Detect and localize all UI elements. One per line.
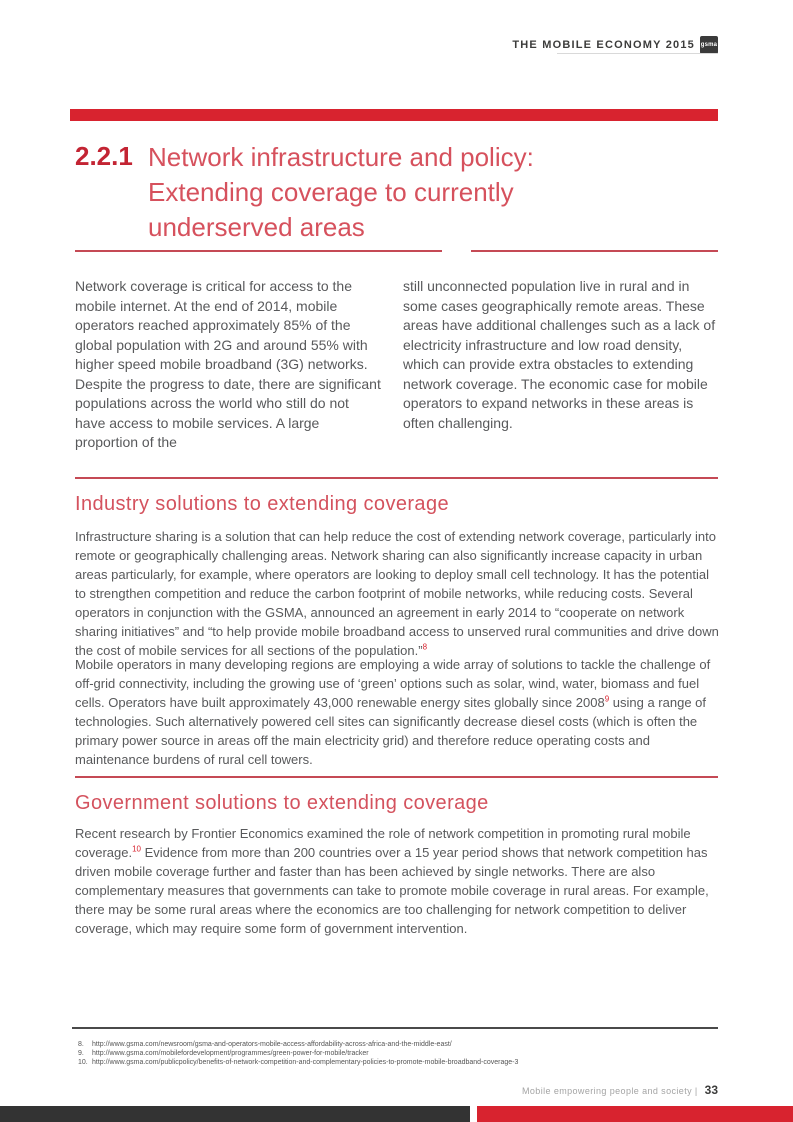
industry-paragraph-2-part1: Mobile operators in many developing regions are employing a wide array of solutions to tackle the challenge of off-grid connectivity, including the growing use of ‘green’ options such as solar, wind, water, biomass and fuel cells. Operators have built approximately 43,000 renewable energy sites globally since 2008 [75,657,711,710]
footer-page-number: 33 [704,1083,718,1097]
footnotes-list [78,1040,718,1067]
industry-paragraph-2 [75,655,723,769]
government-section-divider [75,776,718,778]
footnote-number: 8. [78,1041,84,1048]
footnote-item-10 [78,1058,718,1067]
footer-chapter-text: Mobile empowering people and society | [522,1086,698,1096]
section-title [148,140,534,245]
industry-paragraph-2-part2: using a range of technologies. Such alternatively powered cell sites can significantly decrease diesel costs (which is often the primary power source in areas off the main electricity grid) and therefore reduce operating costs and maintenance burdens of rural cell towers. [75,695,707,767]
footnotes-divider [72,1027,718,1029]
footnote-number: 10. [78,1059,88,1066]
section-title-line2: Extending coverage to currently [148,177,514,207]
header-divider [557,53,718,54]
gsma-logo-icon [700,36,718,54]
section-number: 2.2.1 [75,141,133,171]
footnote-item-9 [78,1049,718,1058]
report-header-title: THE MOBILE ECONOMY 2015 [512,39,695,51]
title-divider-right [471,250,718,252]
footnote-item-8 [78,1040,718,1049]
footnote-ref-9[interactable]: 9 [604,694,610,704]
title-divider-left [75,250,442,252]
government-paragraph-1-part1: Recent research by Frontier Economics examined the role of network competition in promoting rural mobile coverage. [75,826,691,860]
intro-column-left: Network coverage is critical for access to the mobile internet. At the end of 2014, mobile operators reached approximately 85% of the global population with 2G and around 55% with higher speed mobile broadband (3G) networks. Despite the progress to date, there are significant populations across the world who still do not have access to mobile services. A large proportion of the [75,278,381,450]
footnote-number: 9. [78,1050,84,1057]
intro-column-right: still unconnected population live in rural and in some cases geographically remote areas. These areas have additional challenges such as a lack of electricity infrastructure and low road density, which can provide extra obstacles to extending network coverage. The economic case for mobile operators to expand networks in these areas is often challenging. [403,278,716,431]
footnote-url-link[interactable]: http://www.gsma.com/mobilefordevelopment/programmes/green-power-for-mobile/tracker [92,1050,369,1057]
gsma-logo-text: gsma [700,42,718,48]
government-paragraph-1 [75,824,723,938]
section-accent-bar [70,109,718,121]
government-section-heading: Government solutions to extending coverage [75,792,489,814]
footnote-url-link[interactable]: http://www.gsma.com/publicpolicy/benefits-of-network-competition-and-complementary-policies-to-promote-mobile-broadband-coverage-3 [92,1059,519,1066]
bottom-bar-red [477,1106,793,1122]
bottom-bar-dark [0,1106,470,1122]
section-title-line3: underserved areas [148,212,365,242]
footnote-url-link[interactable]: http://www.gsma.com/newsroom/gsma-and-operators-mobile-access-affordability-across-africa-and-the-middle-east/ [92,1041,452,1048]
footnote-ref-8[interactable]: 8 [422,642,428,652]
footnote-ref-10[interactable]: 10 [132,844,141,854]
section-title-line1: Network infrastructure and policy: [148,142,534,172]
industry-section-divider [75,477,718,479]
page-footer [522,1083,718,1097]
industry-paragraph-1 [75,527,723,660]
industry-section-heading: Industry solutions to extending coverage [75,493,449,515]
industry-paragraph-1-text: Infrastructure sharing is a solution that can help reduce the cost of extending network coverage, particularly into remote or geographically challenging areas. Network sharing can also significantly increase capacity in urban areas particularly, for example, where operators are looking to deploy small cell technology. It has the potential to strengthen competition and reduce the carbon footprint of mobile networks, while reducing costs. Several operators in conjunction with the GSMA, announced an agreement in early 2014 to “cooperate on network sharing initiatives” and “to help provide mobile broadband access to unserved rural communities and drive down the cost of mobile services for all sections of the population.” [75,529,719,658]
government-paragraph-1-part2: Evidence from more than 200 countries over a 15 year period shows that network competition has driven mobile coverage further and faster than has been achieved by single networks. There are also complementary measures that governments can take to promote mobile coverage in rural areas. For example, there may be some rural areas where the economics are too challenging for network competition to deliver coverage, which may require some form of government intervention. [75,845,709,936]
